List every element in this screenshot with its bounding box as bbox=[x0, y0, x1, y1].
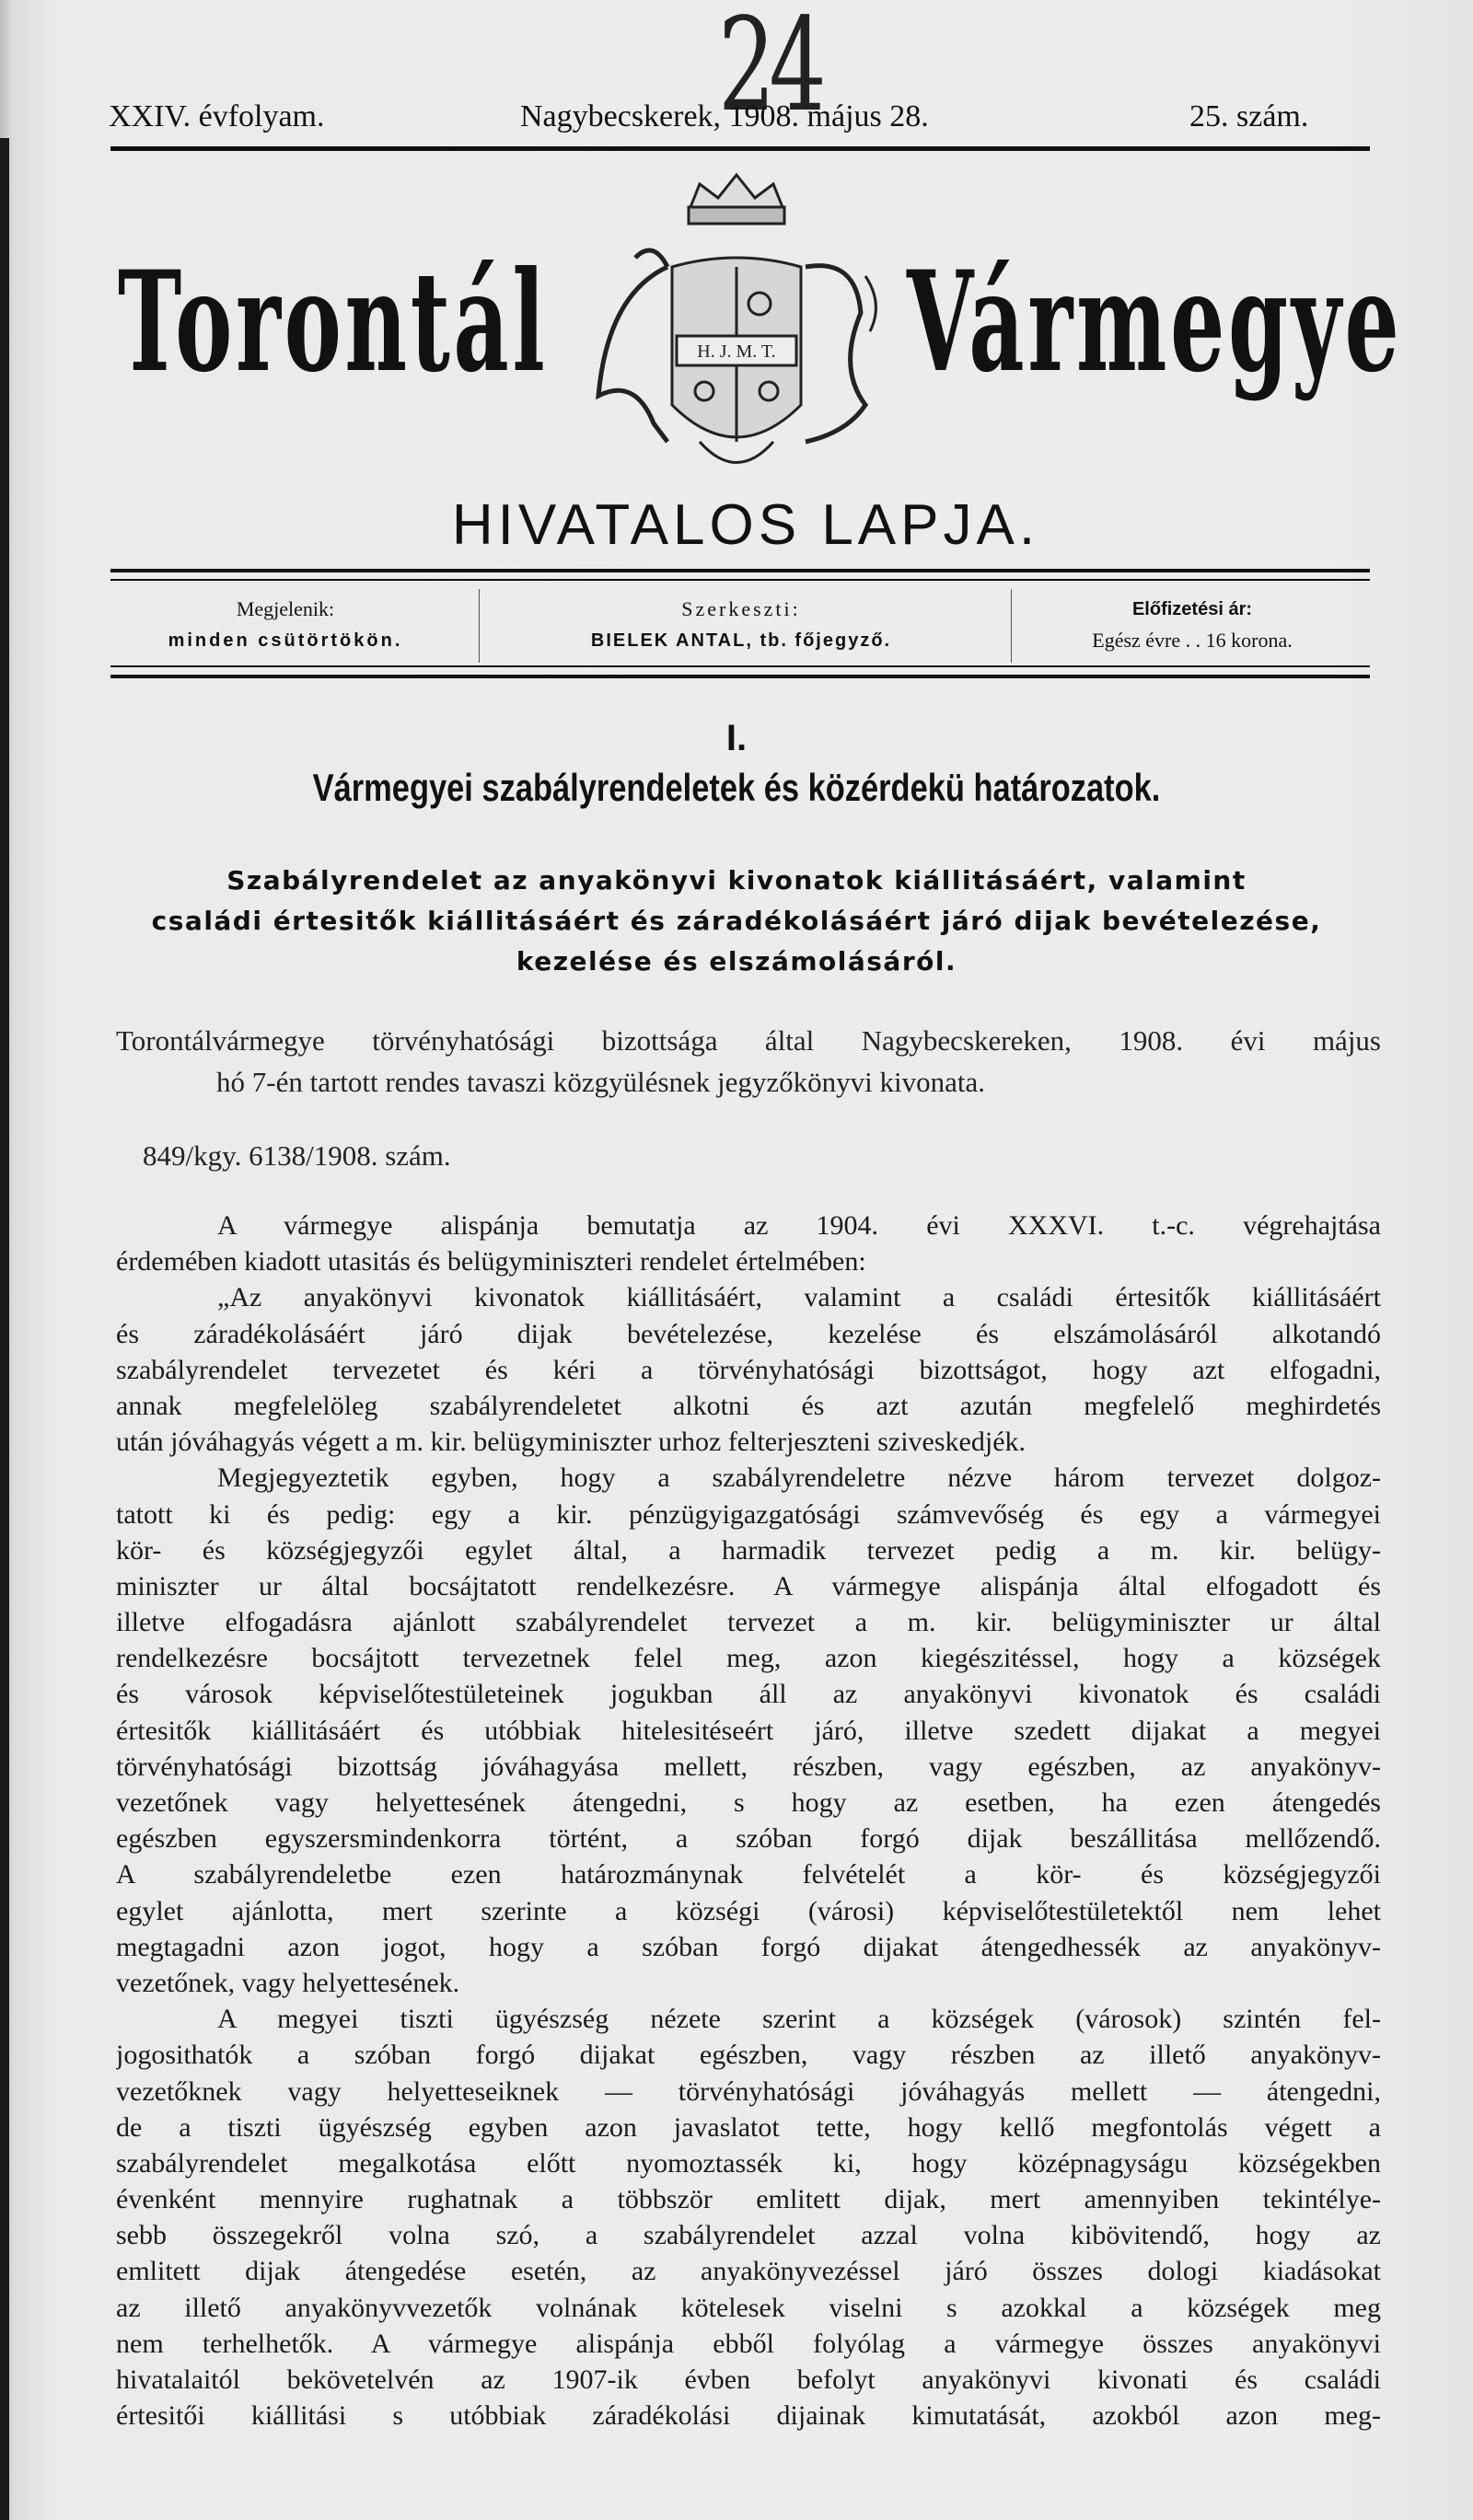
section-heading: Vármegyei szabályrendeletek és közérdekü határozatok. bbox=[312, 766, 1161, 809]
divider bbox=[479, 589, 480, 663]
article-title-line: kezelése és elszámolásáról. bbox=[516, 946, 957, 977]
body-line: sebb összegekről volna szó, a szabályrendelet azzal volna kibövitendő, hogy az bbox=[116, 2220, 1381, 2251]
body-line: emlitett dijak átengedése esetén, az anyakönyvezéssel járó összes dologi kiadásokat bbox=[116, 2256, 1381, 2287]
coat-of-arms-logo bbox=[580, 166, 893, 488]
editor-label: Szerkeszti: bbox=[681, 597, 801, 620]
body-line: az illető anyakönyvvezetők volnának kötelesek viselni s azokkal a községek meg bbox=[116, 2292, 1381, 2323]
divider bbox=[110, 665, 1370, 667]
body-line: kör- és községjegyzői egylet által, a harmadik tervezet pedig a m. kir. belügy- bbox=[116, 1534, 1381, 1566]
body-line: egészben egyszersmindenkorra történt, a szóban forgó dijak beszállitása mellőzendő. bbox=[116, 1823, 1381, 1855]
body-line: után jóváhagyás végett a m. kir. belügyminiszter urhoz felterjeszteni sziveskedjék. bbox=[116, 1427, 1026, 1458]
crest-lettering: H. J. M. T. bbox=[697, 341, 776, 362]
divider bbox=[110, 146, 1370, 151]
handwritten-number: 24 bbox=[718, 0, 820, 141]
body-line: nem terhelhetők. A vármegye alispánja ebből folyólag a vármegye összes anyakönyvi bbox=[116, 2328, 1381, 2359]
body-line: tatott ki és pedig: egy a kir. pénzügyigazgatósági számvevőség és egy a vármegyei bbox=[116, 1498, 1381, 1530]
subtitle: HIVATALOS LAPJA. bbox=[451, 493, 1040, 557]
intro-line: hó 7-én tartott rendes tavaszi közgyülésnek jegyzőkönyvi kivonata. bbox=[216, 1066, 986, 1098]
body-line: miniszter ur által bocsájtatott rendelkezésre. A vármegye alispánja által elfogadott és bbox=[116, 1570, 1381, 1601]
price-value: Egész évre . . 16 korona. bbox=[1092, 629, 1293, 652]
body-line: vezetőnek vagy helyettesének átengedni, s hogy az esetben, ha ezen átengedés bbox=[116, 1787, 1381, 1818]
divider bbox=[110, 569, 1370, 572]
body-line: rendelkezésre bocsájtott tervezetnek felel meg, azon kiegészitéssel, hogy a községek bbox=[116, 1643, 1381, 1674]
price-label: Előfizetési ár: bbox=[1131, 599, 1253, 619]
info-editor bbox=[488, 594, 994, 656]
divider bbox=[1011, 589, 1012, 663]
section-number: I. bbox=[725, 718, 748, 758]
intro-line: Torontálvármegye törvényhatósági bizottsága által Nagybecskereken, 1908. évi május bbox=[116, 1024, 1381, 1057]
body-line: A szabályrendeletbe ezen határozmánynak felvételét a kör- és községjegyzői bbox=[116, 1859, 1381, 1890]
article-body bbox=[116, 1208, 1381, 2433]
body-line: szabályrendelet megalkotása előtt nyomoztassék ki, hogy középnagyságu községekben bbox=[116, 2147, 1381, 2179]
article-title-line: Szabályrendelet az anyakönyvi kivonatok kiállitásáért, valamint bbox=[226, 865, 1247, 896]
info-price bbox=[1022, 594, 1363, 656]
article-title bbox=[129, 861, 1344, 982]
body-line: illetve elfogadásra ajánlott szabályrendelet tervezet a m. kir. belügyminiszter ur által bbox=[116, 1607, 1381, 1638]
body-line: törvényhatósági bizottság jóváhagyása mellett, részben, vagy egészben, az anyakönyv- bbox=[116, 1751, 1381, 1782]
body-line: vezetőknek vagy helyetteseiknek — törvényhatósági jóváhagyás mellett — átengedni, bbox=[116, 2075, 1381, 2107]
body-line: „Az anyakönyvi kivonatok kiállitásáért, valamint a családi értesitők kiállitásáért bbox=[217, 1282, 1381, 1313]
info-appears bbox=[129, 594, 442, 656]
place-date: Nagybecskerek, 1908. május 28. bbox=[520, 99, 929, 133]
body-line: megtagadni azon jogot, hogy a szóban forgó dijakat átengedhessék az anyakönyv- bbox=[116, 1931, 1381, 1962]
body-line: jogosithatók a szóban forgó dijakat egészben, vagy részben az illető anyakönyv- bbox=[116, 2040, 1381, 2071]
body-line: hivatalaitól bekövetelvén az 1907-ik évben befolyt anyakönyvi kivonati és családi bbox=[116, 2364, 1381, 2395]
title-right: Vármegye bbox=[907, 241, 1403, 403]
issue-number: 25. szám. bbox=[1189, 99, 1309, 133]
divider bbox=[110, 675, 1370, 678]
volume: XXIV. évfolyam. bbox=[109, 99, 325, 133]
body-line: egylet ajánlotta, mert szerinte a községi (városi) képviselőtestületektől nem lehet bbox=[116, 1895, 1381, 1926]
body-line: de a tiszti ügyészség egyben azon javaslatot tette, hogy kellő megfontolás végett a bbox=[116, 2111, 1381, 2143]
body-line: A megyei tiszti ügyészség nézete szerint a községek (városok) szintén fel- bbox=[217, 2004, 1381, 2035]
body-line: szabályrendelet tervezetet és kéri a törvényhatósági bizottságot, hogy azt elfogadni, bbox=[116, 1354, 1381, 1385]
body-line: értesitők kiállitásáért és utóbbiak hitelesitéseért járó, illetve szedett dijakat a megyei bbox=[116, 1715, 1381, 1746]
body-line: vezetőnek, vagy helyettesének. bbox=[116, 1967, 460, 1998]
divider bbox=[110, 579, 1370, 581]
body-line: A vármegye alispánja bemutatja az 1904. évi XXXVI. t.-c. végrehajtása bbox=[217, 1210, 1381, 1241]
body-line: annak megfelelöleg szabályrendeletet alkotni és azt azután megfelelő meghirdetés bbox=[116, 1390, 1381, 1421]
body-line: évenként mennyire rughatnak a többször emlitett dijak, mert amennyiben tekintélye- bbox=[116, 2184, 1381, 2215]
article-title-line: családi értesitők kiállitásáért és záradékolásáért járó dijak bevételezése, bbox=[151, 906, 1322, 936]
appears-label: Megjelenik: bbox=[236, 597, 335, 620]
appears-value: minden csütörtökön. bbox=[168, 630, 403, 651]
body-line: és városok képviselőtestületeinek jogukban áll az anyakönyvi kivonatok és családi bbox=[116, 1679, 1381, 1710]
title-left: Torontál bbox=[118, 241, 549, 403]
body-line: érdemében kiadott utasitás és belügyminiszteri rendelet értelmében: bbox=[116, 1246, 866, 1277]
reference-number: 849/kgy. 6138/1908. szám. bbox=[143, 1139, 451, 1172]
body-line: értesitői kiállitási s utóbbiak záradékolási dijainak kimutatását, azokból azon meg- bbox=[116, 2400, 1381, 2432]
editor-value: BIELEK ANTAL, tb. főjegyző. bbox=[590, 630, 892, 651]
body-line: Megjegyeztetik egyben, hogy a szabályrendeletre nézve három tervezet dolgoz- bbox=[217, 1462, 1381, 1494]
body-line: és záradékolásáért járó dijak bevételezése, kezelése és elszámolásáról alkotandó bbox=[116, 1318, 1381, 1349]
